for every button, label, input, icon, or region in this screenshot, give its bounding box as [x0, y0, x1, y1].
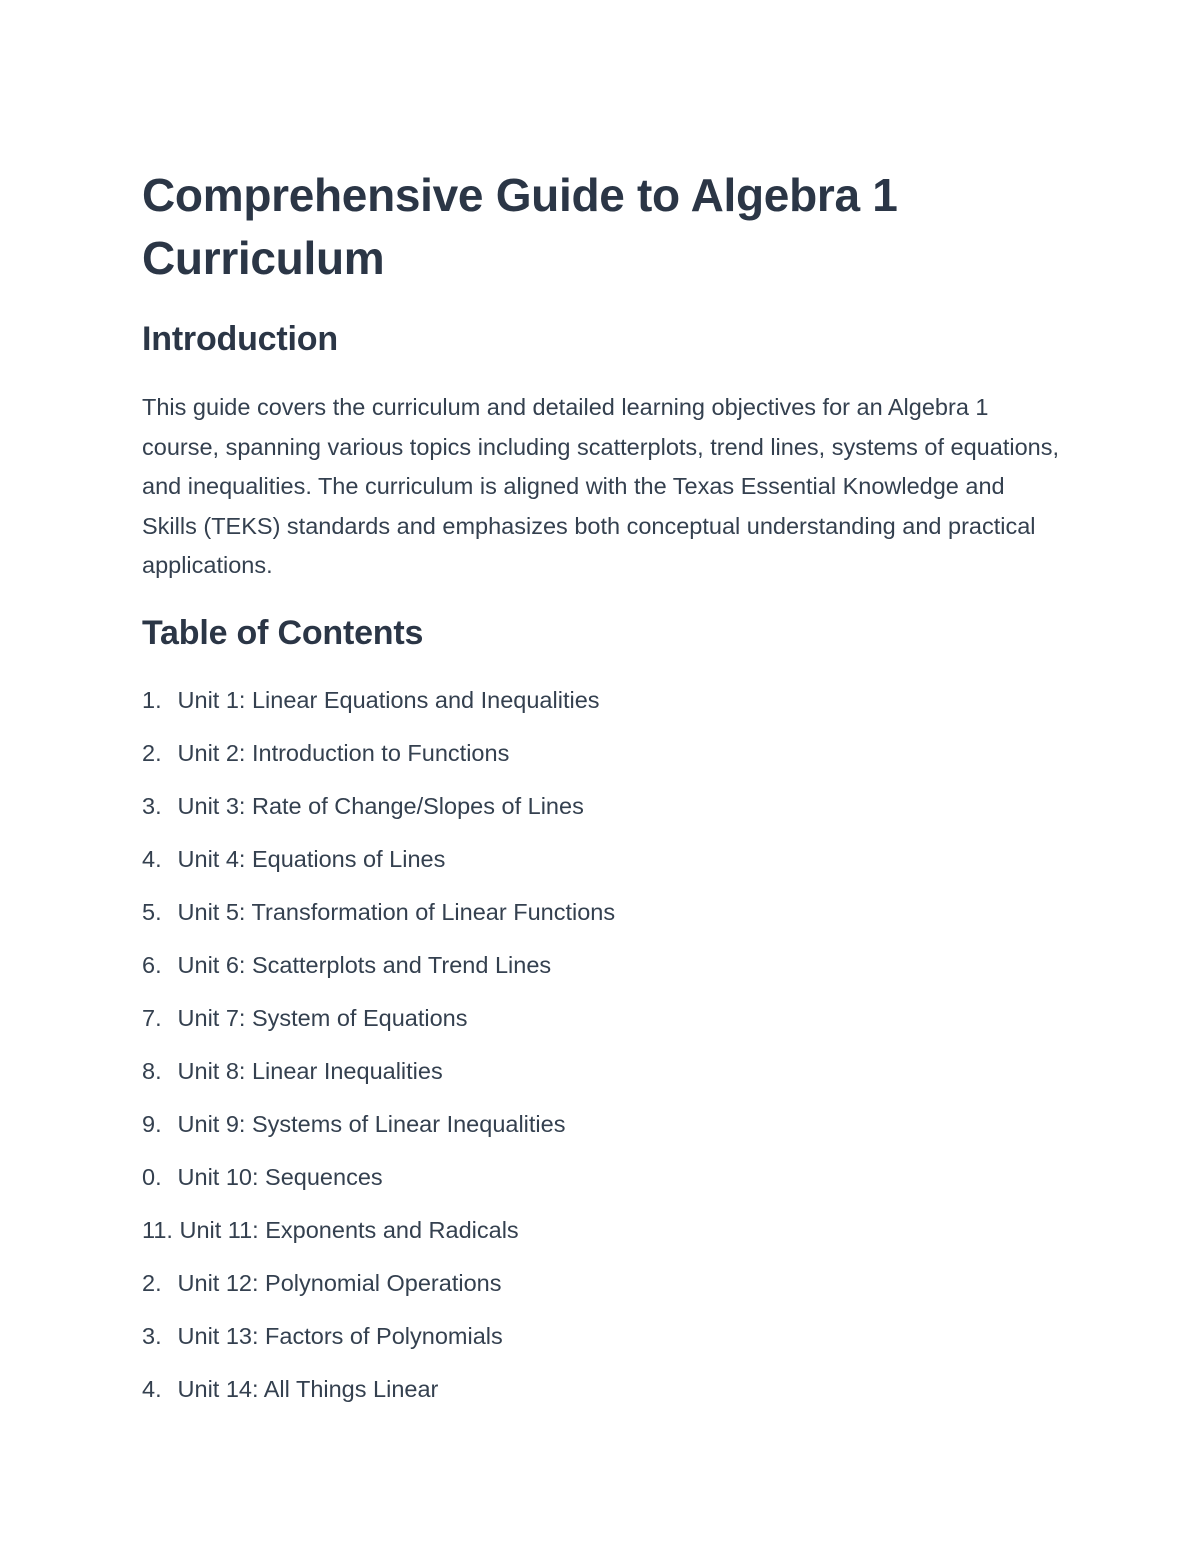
toc-item [142, 1263, 615, 1316]
toc-item-label: Unit 4: Equations of Lines [177, 846, 446, 872]
toc-item-number: 2. [142, 740, 162, 766]
toc-item-label: Unit 12: Polynomial Operations [177, 1270, 502, 1296]
toc-item-label: Unit 13: Factors of Polynomials [177, 1323, 503, 1349]
toc-item [142, 1210, 615, 1263]
toc-item [142, 1157, 615, 1210]
toc-item [142, 1369, 615, 1422]
toc-item-number: 4. [142, 1376, 162, 1402]
toc-item-label: Unit 6: Scatterplots and Trend Lines [177, 952, 552, 978]
toc-item-number: 3. [142, 793, 162, 819]
toc-item [142, 892, 615, 945]
table-of-contents-list [142, 680, 615, 1422]
toc-item-number: 9. [142, 1111, 162, 1137]
toc-item-label: Unit 1: Linear Equations and Inequalities [177, 687, 600, 713]
page-title: Comprehensive Guide to Algebra 1 Curriculum [142, 169, 898, 284]
toc-item-number: 11. [142, 1217, 173, 1243]
toc-item-label: Unit 9: Systems of Linear Inequalities [177, 1111, 566, 1137]
toc-item [142, 1051, 615, 1104]
toc-item-label: Unit 3: Rate of Change/Slopes of Lines [177, 793, 584, 819]
toc-item-number: 3. [142, 1323, 162, 1349]
toc-item-number: 2. [142, 1270, 162, 1296]
introduction-paragraph: This guide covers the curriculum and detailed learning objectives for an Algebra 1 course, spanning various topics including scatterplots, trend lines, systems of equations, and inequalities. The curriculum is aligned with the Texas Essential Knowledge and Skills (TEKS) standards and emphasizes both conceptual understanding and practical applications. [142, 394, 1059, 578]
toc-item-label: Unit 10: Sequences [177, 1164, 383, 1190]
toc-item-label: Unit 11: Exponents and Radicals [179, 1217, 519, 1243]
toc-item-label: Unit 14: All Things Linear [177, 1376, 439, 1402]
toc-item-number: 7. [142, 1005, 162, 1031]
toc-item-label: Unit 8: Linear Inequalities [177, 1058, 443, 1084]
toc-item-number: 1. [142, 687, 162, 713]
introduction-heading: Introduction [142, 320, 338, 358]
toc-item-number: 6. [142, 952, 162, 978]
toc-item [142, 1316, 615, 1369]
toc-item [142, 998, 615, 1051]
toc-item [142, 1104, 615, 1157]
toc-item-label: Unit 2: Introduction to Functions [177, 740, 510, 766]
toc-item [142, 945, 615, 998]
toc-item-number: 5. [142, 899, 162, 925]
toc-item [142, 839, 615, 892]
toc-item-number: 8. [142, 1058, 162, 1084]
toc-item-label: Unit 5: Transformation of Linear Functions [177, 899, 616, 925]
toc-item-number: 4. [142, 846, 162, 872]
toc-item-label: Unit 7: System of Equations [177, 1005, 468, 1031]
toc-item [142, 786, 615, 839]
toc-item [142, 733, 615, 786]
toc-item [142, 680, 615, 733]
table-of-contents-heading: Table of Contents [142, 614, 424, 652]
toc-item-number: 0. [142, 1164, 162, 1190]
